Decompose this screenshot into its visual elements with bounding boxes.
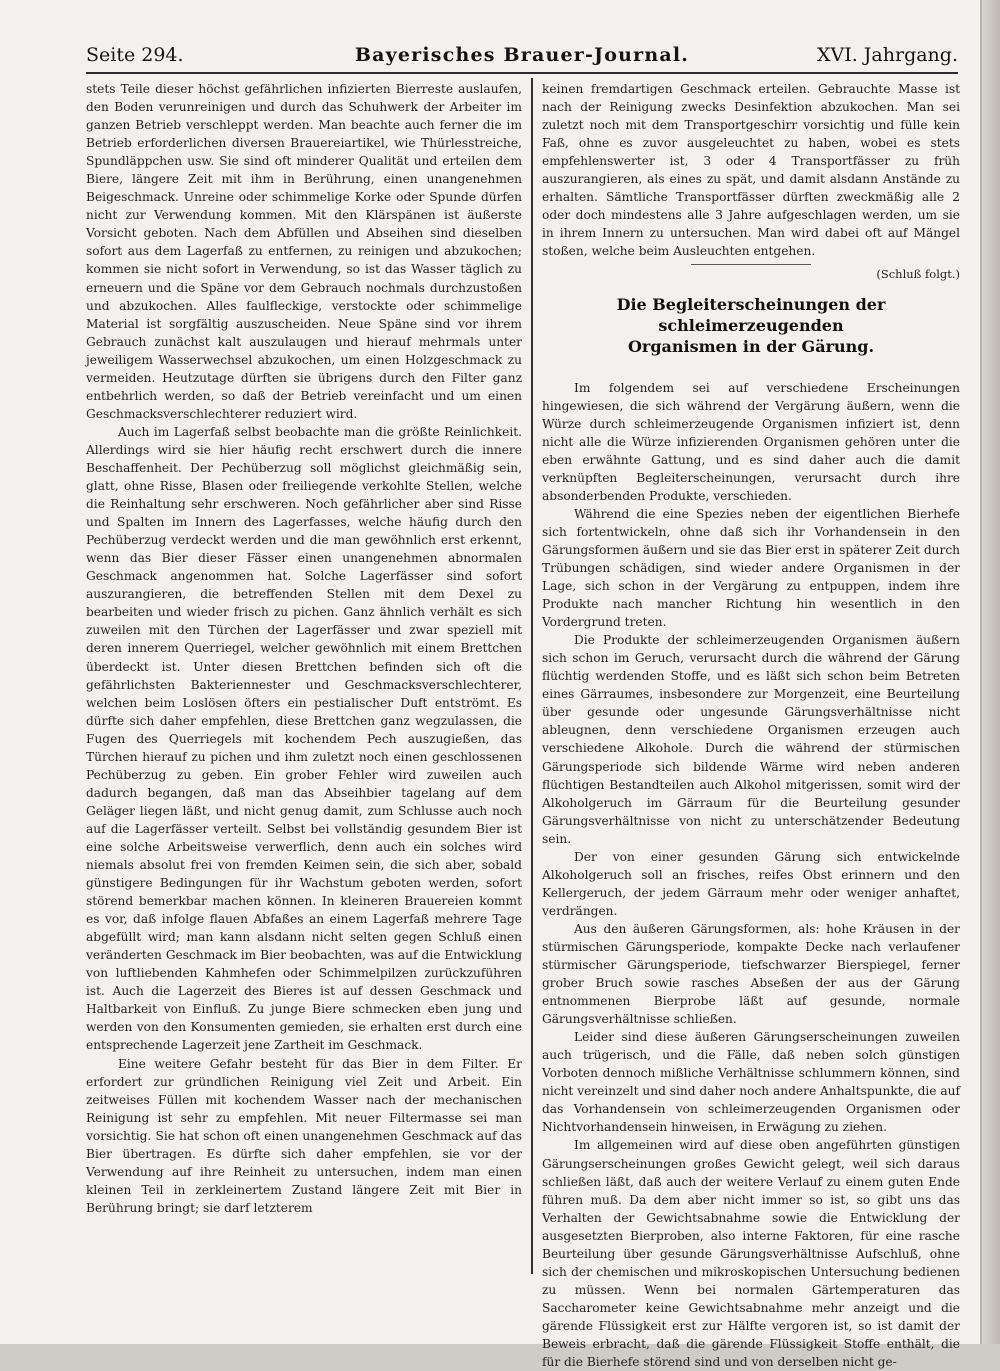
article-title-line: Organismen in der Gärung. bbox=[627, 336, 875, 356]
article-paragraph: Leider sind diese äußeren Gärungserscheinungen zuweilen auch trügerisch, und die Fälle, daß neben solch günstigen Vorboten dennoch mißliche Verhältnisse schlummern können, sind nicht vereinzelt und sind daher noch andere Anhaltspunkte, die auf das Vorhandensein von schleimerzeugenden Organismen oder Nichtvorhandensein hinweisen, in Erwägung zu ziehen. bbox=[542, 1030, 961, 1135]
article-paragraph: Im folgendem sei auf verschiedene Erscheinungen hingewiesen, die sich während der Vergärung äußern, wenn die Würze durch schleimerzeugende Organismen infiziert ist, denn nicht alle die Würze infizierenden Organismen gehören unter die eben erwähnte Gattung, und es sind daher auch die damit verknüpften Begleiterscheinungen, verursacht durch ihre absonderbenden Produkte, verschieden. bbox=[542, 380, 960, 503]
article-paragraph: Der von einer gesunden Gärung sich entwickelnde Alkoholgeruch soll an frisches, reifes Obst erinnern und den Kellergeruch, der jedem Gärraum mehr oder weniger anhaftet, verdrängen. bbox=[542, 849, 960, 918]
continued-note: (Schluß folgt.) bbox=[876, 267, 960, 282]
header-rule bbox=[86, 72, 958, 74]
article-title-line: Die Begleiterscheinungen der schleimerzeugenden bbox=[616, 294, 886, 335]
volume-label: XVI. Jahrgang. bbox=[816, 44, 958, 66]
page-edge bbox=[982, 0, 1000, 1344]
article-paragraph: Im allgemeinen wird auf diese oben angeführten günstigen Gärungserscheinungen großes Gewicht gelegt, weil sich daraus schließen läßt, daß auch der weitere Verlauf zu einem guten Ende führen muß. Da dem aber nicht immer so ist, so gibt uns das Verhalten der Gewichtsabnahme sowie die Entwicklung der ausgesetzten Bierproben, also interne Faktoren, für eine rasche Beurteilung über gesunde Gärungsverhältnisse Aufschluß, ohne sich der chemischen und mikroskopischen Untersuchung bedienen zu müssen. Wenn bei normalen Gärtemperaturen das Saccharometer keine Gewichtsabnahme mehr anzeigt und die gärende Flüssigkeit erst zur Hälfte vergoren ist, so ist damit der Beweis erbracht, daß die gärende Flüssigkeit Stoffe enthält, die für die Bierhefe störend sind und von derselben nicht ge- bbox=[542, 1138, 960, 1370]
article-title bbox=[542, 294, 960, 357]
paragraph: keinen fremdartigen Geschmack erteilen. Gebrauchte Masse ist nach der Reinigung zwecks Desinfektion abzukochen. Man sei zuletzt noch mit dem Transportgeschirr vorsichtig und fülle kein Faß, ohne es zuvor ausgeleuchtet zu haben, wobei es stets empfehlenswerter ist, 3 oder 4 Transportfässer zu früh auszurangieren, als eines zu spät, und damit alsdann Anstände zu erhalten. Sämtliche Transportfässer dürften zweckmäßig alle 2 oder doch mindestens alle 3 Jahre aufgeschlagen werden, um sie in ihrem Innern zu untersuchen. Man wird dabei oft auf Mängel stoßen, welche beim Ausleuchten entgehen. bbox=[542, 82, 960, 259]
article-paragraph: Während die eine Spezies neben der eigentlichen Bierhefe sich fortentwickeln, ohne daß sich ihr Vorhandensein in den Gärungsformen äußern und sie das Bier erst in späterer Zeit durch Trübungen schädigen, sind wieder andere Organismen in der Lage, sich schon in der Vergärung zu entpuppen, indem ihre Produkte nach mancher Richtung hin wesentlich in den Vordergrund treten. bbox=[542, 506, 960, 630]
journal-title: Bayerisches Brauer-Journal. bbox=[354, 44, 690, 66]
page-header bbox=[86, 40, 958, 70]
paragraph: Eine weitere Gefahr besteht für das Bier in dem Filter. Er erfordert zur gründlichen Reinigung viel Zeit und Arbeit. Ein zeitweises Füllen mit kochendem Wasser nach der mechanischen Reinigung ist sehr zu empfehlen. Mit neuer Filtermasse sei man vorsichtig. Sie hat schon oft einen unangenehmen Geschmack auf das Bier übertragen. Es dürfte sich daher empfehlen, sie vor der Verwendung auf ihre Reinheit zu untersuchen, indem man einen kleinen Teil in zerkleinertem Zustand längere Zeit mit Bier in Berührung bringt; sie darf letzterem bbox=[86, 1056, 522, 1215]
column-divider bbox=[531, 78, 533, 1274]
left-column bbox=[86, 80, 522, 1217]
article-paragraph: Aus den äußeren Gärungsformen, als: hohe Kräusen in der stürmischen Gärungsperiode, kompakte Decke nach verlaufener stürmischer Gärungsperiode, tiefschwarzer Bierspiegel, ferner grober Bruch sowie rasches Abseßen der aus der Gärung entnommenen Bierprobe läßt auf gesunde, normale Gärungsverhältnisse schließen. bbox=[542, 921, 960, 1027]
right-column bbox=[542, 80, 960, 1371]
paragraph: Auch im Lagerfaß selbst beobachte man die größte Reinlichkeit. Allerdings wird sie hier häufig recht erschwert durch die innere Beschaffenheit. Der Pechüberzug soll möglichst gleichmäßig sein, glatt, ohne Risse, Blasen oder freiliegende verkohlte Stellen, welche die Reinhaltung sehr erschweren. Noch gefährlicher aber sind Risse und Spalten im Innern des Lagerfasses, welche häufig durch den Pechüberzug verdeckt werden und die man gewöhnlich erst erkennt, wenn das Bier dieser Fässer einen unangenehmen abnormalen Geschmack angenommen hat. Solche Lagerfässer sind sofort auszurangieren, die betreffenden Stellen mit dem Dexel zu bearbeiten und wieder frisch zu pichen. Ganz ähnlich verhält es sich zuweilen mit den Türchen der Lagerfässer und zwar speziell mit deren innerem Querriegel, welcher gewöhnlich mit einem Brettchen überdeckt ist. Unter diesen Brettchen befinden sich oft die gefährlichsten Bakteriennester und Geschmacksverschlechterer, welchen beim Loslösen öfters ein pestialischer Duft entströmt. Es dürfte sich daher empfehlen, diese Brettchen ganz wegzulassen, die Fugen des Querriegels mit kochendem Pech auszugießen, das Türchen hierauf zu pichen und ihm zuletzt noch einen geschlossenen Pechüberzug zu geben. Ein grober Fehler wird zuweilen auch dadurch begangen, daß man das Abseihbier tagelang auf dem Geläger liegen läßt, und nicht genug damit, zum Schlusse auch noch auf die Lagerfässer verteilt. Selbst bei vollständig gesundem Bier ist eine solche Arbeitsweise verwerflich, denn auch ein solches wird niemals absolut frei von fremden Keimen sein, die sich aber, sobald günstigere Bedingungen für ihr Wachstum geboten werden, sofort störend bemerkbar machen können. In kleineren Brauereien kommt es vor, daß infolge flauen Abfaßes an einem Lagerfaß mehrere Tage abgefüllt wird; man kann alsdann nicht selten gegen Schluß einen veränderten Geschmack im Bier beobachten, was auf die Entwicklung von luftliebenden Kahmhefen oder Schimmelpilzen zurückzuführen ist. Auch die Lagerzeit des Bieres ist auf dessen Geschmack und Haltbarkeit von Einfluß. Zu junge Biere schmecken eben jung und werden von den Konsumenten gemieden, sie erhalten erst durch eine entsprechende Lagerzeit jene Zartheit im Geschmack. bbox=[86, 424, 522, 1053]
article-paragraph: Die Produkte der schleimerzeugenden Organismen äußern sich schon im Geruch, verursacht durch die während der Gärung flüchtig werdenden Stoffe, und es läßt sich schon beim Betreten eines Gärraumes, insbesondere zur Morgenzeit, eine Beurteilung über gesunde oder ungesunde Gärungsverhältnisse nicht ableugnen, denn verschiedene Organismen erzeugen auch verschiedene Alkohole. Durch die während der stürmischen Gärungsperiode sich bildende Wärme wird neben anderen flüchtigen Bestandteilen auch Alkohol mitgerissen, somit wird der Alkoholgeruch im Gärraum für die Beurteilung gesunder Gärungsverhältnisse von nicht zu unterschätzender Bedeutung sein. bbox=[542, 633, 960, 846]
page-number: Seite 294. bbox=[86, 44, 184, 66]
paragraph: stets Teile dieser höchst gefährlichen infizierten Bierreste auslaufen, den Boden verunreinigen und durch das Schuhwerk der Arbeiter im ganzen Betrieb verschleppt werden. Man beachte auch ferner die im Betrieb erforderlichen diversen Brauereiartikel, wie Thürlesstreiche, Spundläppchen usw. Sie sind oft minderer Qualität und erteilen dem Biere, längere Zeit mit ihm in Berührung, einen unangenehmen Beigeschmack. Unreine oder schimmelige Korke oder Spunde dürfen nicht zur Verwendung kommen. Mit den Klärspänen ist äußerste Vorsicht geboten. Nach dem Abfüllen und Abseihen sind dieselben sofort aus dem Lagerfaß zu entfernen, zu reinigen und abzukochen; kommen sie nicht sofort in Verwendung, so ist das Wasser täglich zu erneuern und die Späne vor dem Gebrauch nochmals durchzustoßen und abzukochen. Alles faulfleckige, verstockte oder schimmelige Material ist sorgfältig auszuscheiden. Neue Späne sind vor ihrem Gebrauch zunächst kalt auszulaugen und hierauf mehrmals unter jeweiligem Wasserwechsel abzukochen, um einen Holzgeschmack zu vermeiden. Heutzutage dürften sie übrigens durch den Filter ganz entbehrlich werden, so daß der Betrieb vereinfacht und um einen Geschmacksverschlechterer reduziert wird. bbox=[86, 82, 522, 421]
